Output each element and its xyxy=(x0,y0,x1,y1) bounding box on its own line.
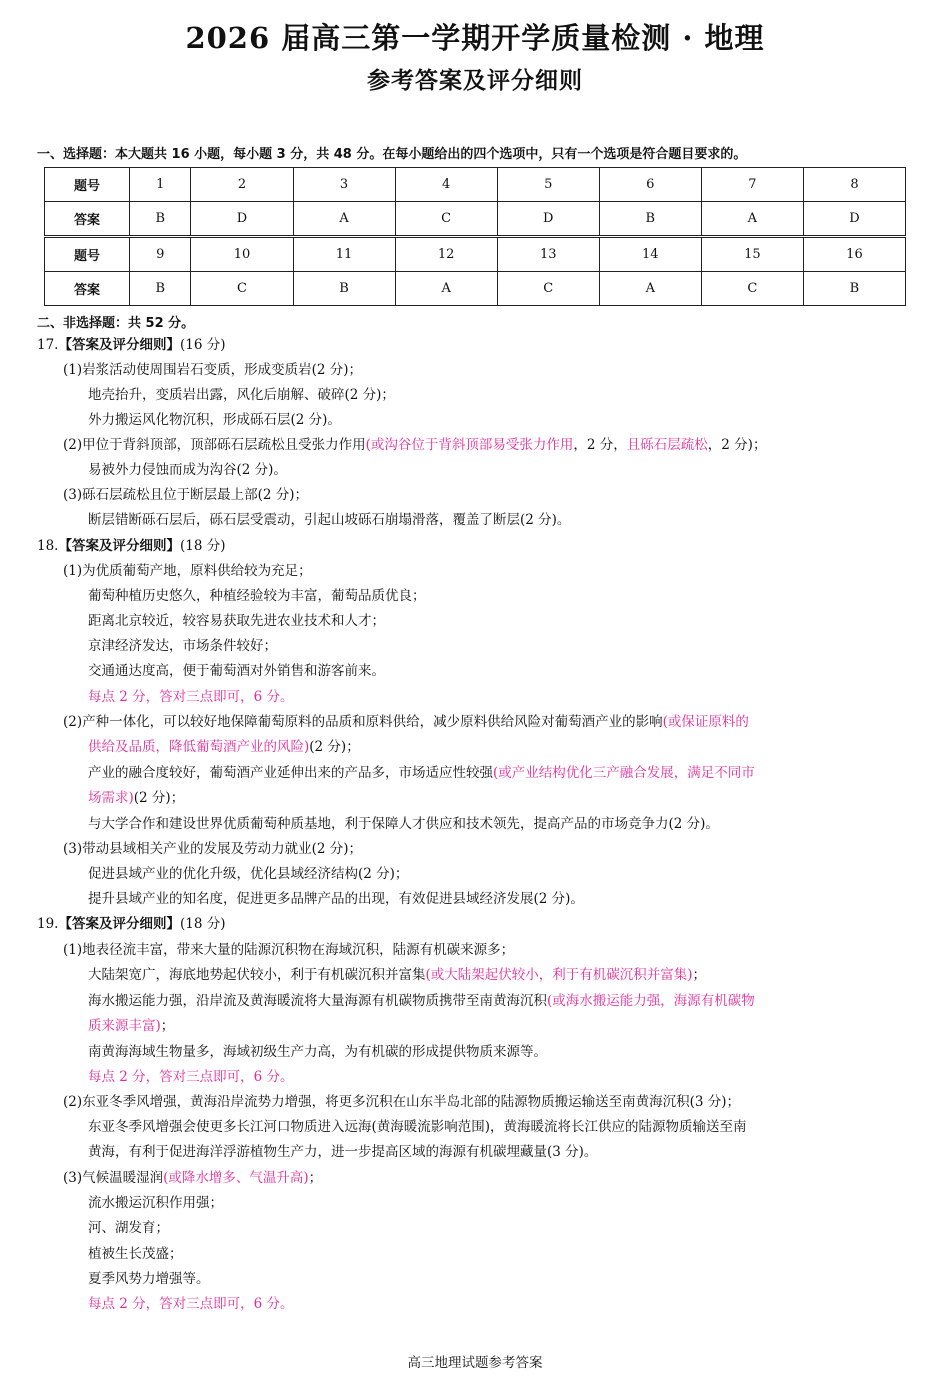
question-number: 13 xyxy=(497,237,599,272)
row-label-ans: 答案 xyxy=(45,202,130,237)
answer-cell: C xyxy=(395,202,497,237)
answer-line xyxy=(88,966,706,984)
answer-cell: B xyxy=(599,202,701,237)
answer-line: 断层错断砾石层后，砾石层受震动，引起山坡砾石崩塌滑落，覆盖了断层(2 分)。 xyxy=(88,512,571,528)
answer-cell: B xyxy=(130,202,191,237)
answer-line: 与大学合作和建设世界优质葡萄种质基地，利于保障人才供应和技术领先，提高产品的市场竞争力(2 分)。 xyxy=(88,816,719,832)
answer-cell: A xyxy=(701,202,803,237)
answer-cell: C xyxy=(191,272,293,306)
table-row xyxy=(45,168,906,202)
table-row xyxy=(45,202,906,237)
scoring-note: 每点 2 分，答对三点即可，6 分。 xyxy=(88,1069,294,1085)
alternative-answer: (或沟谷位于背斜顶部易受张力作用 xyxy=(365,437,574,453)
question-number: 8 xyxy=(803,168,905,202)
question-number: 15 xyxy=(701,237,803,272)
answer-line: 京津经济发达，市场条件较好； xyxy=(88,638,277,654)
answer-text: (2)甲位于背斜顶部，顶部砾石层疏松且受张力作用 xyxy=(63,437,366,453)
page-footer: 高三地理试题参考答案 xyxy=(407,1355,543,1371)
answer-text: (3)气候温暖湿润 xyxy=(63,1170,164,1186)
question-number: 7 xyxy=(701,168,803,202)
question-number: 6 xyxy=(599,168,701,202)
answer-line: 外力搬运风化物沉积，形成砾石层(2 分)。 xyxy=(88,412,341,428)
answer-cell: B xyxy=(803,272,905,306)
answer-cell: D xyxy=(497,202,599,237)
answer-line: 距离北京较近，较容易获取先进农业技术和人才； xyxy=(88,613,385,629)
question-number: 18. xyxy=(37,538,59,554)
row-label-ans: 答案 xyxy=(45,272,130,306)
answer-text: ； xyxy=(692,967,707,983)
section1-heading: 一、选择题：本大题共 16 小题，每小题 3 分，共 48 分。在每小题给出的四个选项中，只有一个选项是符合题目要求的。 xyxy=(37,147,747,162)
table-row xyxy=(45,272,906,306)
page-title: 2026 届高三第一学期开学质量检测 · 地理 xyxy=(185,21,765,55)
answer-text: (2)产种一体化，可以较好地保障葡萄原料的品质和原料供给，减少原料供给风险对葡萄酒产业的影响 xyxy=(63,714,663,730)
answer-cell: B xyxy=(130,272,191,306)
table-row xyxy=(45,237,906,272)
answer-line: 河、湖发育； xyxy=(88,1220,169,1236)
answer-cell: A xyxy=(599,272,701,306)
alternative-answer: 供给及品质，降低葡萄酒产业的风险) xyxy=(88,739,310,755)
alternative-answer: (或大陆架起伏较小，利于有机碳沉积并富集) xyxy=(425,967,693,983)
section2-heading: 二、非选择题：共 52 分。 xyxy=(37,316,195,331)
answer-line: 东亚冬季风增强会使更多长江河口物质进入远海(黄海暖流影响范围)，黄海暖流将长江供应的陆源物质输送至南 xyxy=(88,1119,747,1135)
answer-line: (3)带动县域相关产业的发展及劳动力就业(2 分)； xyxy=(63,841,363,857)
row-label-num: 题号 xyxy=(45,237,130,272)
answer-line: 黄海，有利于促进海洋浮游植物生产力，进一步提高区域的海源有机碳埋藏量(3 分)。 xyxy=(88,1144,598,1160)
answer-line xyxy=(88,764,755,782)
question-number: 17. xyxy=(37,337,59,353)
answer-line xyxy=(63,1169,322,1187)
answer-text: ； xyxy=(160,1018,175,1034)
question-number: 19. xyxy=(37,916,59,932)
answer-line: 流水搬运沉积作用强； xyxy=(88,1195,223,1211)
answer-line: 地壳抬升，变质岩出露，风化后崩解、破碎(2 分)； xyxy=(88,387,395,403)
answer-text: ； xyxy=(308,1170,323,1186)
answer-line xyxy=(88,789,184,807)
question-number: 5 xyxy=(497,168,599,202)
answer-line: (1)岩浆活动使周围岩石变质，形成变质岩(2 分)； xyxy=(63,362,363,378)
alternative-answer: (或降水增多、气温升高) xyxy=(163,1170,309,1186)
answer-cell: A xyxy=(293,202,395,237)
answer-cell: C xyxy=(701,272,803,306)
question-number: 14 xyxy=(599,237,701,272)
answer-line: 夏季风势力增强等。 xyxy=(88,1271,210,1287)
question-score: (16 分) xyxy=(179,337,226,353)
answer-line: 交通通达度高，便于葡萄酒对外销售和游客前来。 xyxy=(88,663,385,679)
answer-tag: 【答案及评分细则】 xyxy=(58,538,180,554)
question-number: 12 xyxy=(395,237,497,272)
answer-line: (3)砾石层疏松且位于断层最上部(2 分)； xyxy=(63,487,309,503)
scoring-note: 每点 2 分，答对三点即可，6 分。 xyxy=(88,689,294,705)
page-subtitle: 参考答案及评分细则 xyxy=(367,67,583,94)
answer-line xyxy=(63,713,749,731)
question-number: 16 xyxy=(803,237,905,272)
answer-text: 海水搬运能力强，沿岸流及黄海暖流将大量海源有机碳物质携带至南黄海沉积 xyxy=(88,993,547,1009)
answer-line: 葡萄种植历史悠久，种植经验较为丰富，葡萄品质优良； xyxy=(88,588,426,604)
answer-line: 提升县域产业的知名度，促进更多品牌产品的出现，有效促进县域经济发展(2 分)。 xyxy=(88,891,584,907)
answer-table xyxy=(44,167,906,306)
answer-line: 植被生长茂盛； xyxy=(88,1246,183,1262)
answer-line: (1)为优质葡萄产地，原料供给较为充足； xyxy=(63,563,312,579)
answer-cell: C xyxy=(497,272,599,306)
answer-line: (2)东亚冬季风增强，黄海沿岸流势力增强，将更多沉积在山东半岛北部的陆源物质搬运输送至南黄海沉积(3 分)； xyxy=(63,1094,741,1110)
answer-line: 南黄海海域生物量多，海域初级生产力高，为有机碳的形成提供物质来源等。 xyxy=(88,1044,547,1060)
question-number: 11 xyxy=(293,237,395,272)
row-label-num: 题号 xyxy=(45,168,130,202)
q17-header xyxy=(37,336,226,354)
answer-line: (1)地表径流丰富，带来大量的陆源沉积物在海域沉积，陆源有机碳来源多； xyxy=(63,942,515,958)
answer-line: 易被外力侵蚀而成为沟谷(2 分)。 xyxy=(88,462,287,478)
answer-text: 产业的融合度较好，葡萄酒产业延伸出来的产品多，市场适应性较强 xyxy=(88,765,493,781)
question-score: (18 分) xyxy=(179,538,226,554)
question-number: 1 xyxy=(130,168,191,202)
alternative-answer: (或保证原料的 xyxy=(662,714,749,730)
answer-cell: D xyxy=(803,202,905,237)
question-number: 2 xyxy=(191,168,293,202)
question-number: 4 xyxy=(395,168,497,202)
answer-text: (2 分)； xyxy=(133,790,185,806)
question-score: (18 分) xyxy=(179,916,226,932)
answer-line xyxy=(88,738,360,756)
scoring-note: 每点 2 分，答对三点即可，6 分。 xyxy=(88,1296,294,1312)
answer-tag: 【答案及评分细则】 xyxy=(58,916,180,932)
question-number: 10 xyxy=(191,237,293,272)
alternative-answer: 且砾石层疏松 xyxy=(626,437,708,453)
question-number: 3 xyxy=(293,168,395,202)
answer-line: 促进县域产业的优化升级，优化县域经济结构(2 分)； xyxy=(88,866,409,882)
answer-cell: B xyxy=(293,272,395,306)
q18-header xyxy=(37,537,226,555)
answer-line xyxy=(63,436,766,454)
answer-text: (2 分)； xyxy=(309,739,360,755)
q19-header xyxy=(37,915,226,933)
question-number: 9 xyxy=(130,237,191,272)
alternative-answer: 质来源丰富) xyxy=(88,1018,161,1034)
answer-cell: D xyxy=(191,202,293,237)
answer-line xyxy=(88,1017,174,1035)
answer-text: ，2 分)； xyxy=(707,437,767,453)
answer-cell: A xyxy=(395,272,497,306)
answer-text: ，2 分， xyxy=(573,437,627,453)
alternative-answer: 场需求) xyxy=(88,790,134,806)
alternative-answer: (或产业结构优化三产融合发展，满足不同市 xyxy=(493,765,755,781)
answer-text: 大陆架宽广，海底地势起伏较小，利于有机碳沉积并富集 xyxy=(88,967,426,983)
answer-line xyxy=(88,992,755,1010)
alternative-answer: (或海水搬运能力强，海源有机碳物 xyxy=(547,993,755,1009)
answer-tag: 【答案及评分细则】 xyxy=(58,337,180,353)
